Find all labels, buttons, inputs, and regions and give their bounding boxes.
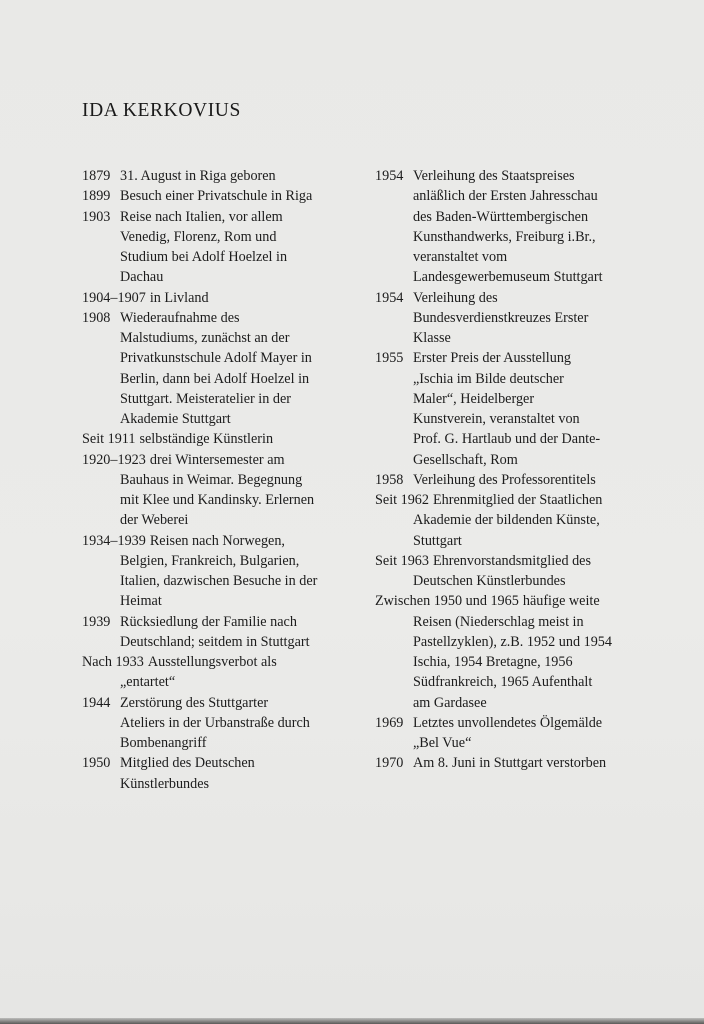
entry-text: Letztes unvollendetes Ölgemälde „Bel Vue“	[413, 714, 603, 751]
timeline-entry	[375, 166, 665, 288]
entry-text: Am 8. Juni in Stuttgart verstorben	[413, 755, 607, 772]
entry-year: 1958	[375, 471, 404, 488]
entry-year: 1899	[82, 188, 111, 205]
timeline-entry	[82, 308, 358, 430]
entry-year: 1969	[375, 714, 404, 731]
timeline-entry	[375, 713, 665, 754]
timeline-entry	[375, 348, 665, 470]
timeline-entry	[82, 753, 358, 794]
timeline-entry	[82, 288, 358, 308]
page-title: IDA KERKOVIUS	[82, 100, 241, 121]
entry-text: Besuch einer Privatschule in Riga	[120, 188, 313, 205]
entry-year: 1879	[82, 168, 111, 184]
entry-text: in Livland	[149, 289, 209, 306]
entry-text: häufige weite Reisen (Niederschlag meist in Pastellzyklen), z.B. 1952 und 1954 Ischia, 1954 Bretagne, 1956 Südfrankreich, 1965 Aufenthalt am Gardasee	[413, 593, 612, 711]
entry-year: 1904–1907	[82, 289, 146, 306]
entry-year: Zwischen 1950 und 1965	[375, 593, 519, 610]
entry-year: 1903	[82, 208, 111, 225]
entry-text: Verleihung des Staatspreises anläßlich der Ersten Jahresschau des Baden-Württembergischen Kunsthandwerks, Freiburg i.Br., veranstaltet vom Landesgewerbemuseum Stuttgart	[413, 168, 603, 286]
entry-text: selbständige Künstlerin	[139, 431, 274, 448]
entry-text: Zerstörung des Stuttgarter Ateliers in der Urbanstraße durch Bombenangriff	[120, 694, 310, 751]
entry-text: Reise nach Italien, vor allem Venedig, Florenz, Rom und Studium bei Adolf Hoelzel in Dachau	[120, 208, 288, 286]
entry-text: drei Wintersemester am Bauhaus in Weimar. Begegnung mit Klee und Kandinsky. Erlernen der Weberei	[120, 451, 315, 529]
timeline-entry	[375, 490, 665, 551]
entry-text: 31. August in Riga geboren	[120, 168, 276, 184]
entry-text: Verleihung des Bundesverdienstkreuzes Erster Klasse	[413, 289, 589, 346]
entry-year: Seit 1963	[375, 552, 429, 569]
entry-text: Verleihung des Professorentitels	[413, 471, 596, 488]
entry-year: 1934–1939	[82, 532, 146, 549]
timeline-left-column	[82, 166, 358, 794]
entry-year: Seit 1962	[375, 492, 429, 508]
timeline-entry	[375, 470, 665, 490]
entry-text: Mitglied des Deutschen Künstlerbundes	[120, 755, 255, 792]
timeline-entry	[82, 429, 358, 449]
timeline-entry	[375, 288, 665, 349]
entry-year: 1955	[375, 350, 404, 367]
entry-year: 1944	[82, 694, 111, 711]
timeline-entry	[82, 612, 358, 653]
entry-year: 1954	[375, 168, 404, 184]
timeline-entry	[82, 450, 358, 531]
timeline-entry	[82, 652, 358, 693]
entry-text: Wiederaufnahme des Malstudiums, zunächst an der Privatkunstschule Adolf Mayer in Berlin, dann bei Adolf Hoelzel in Stuttgart. Meisteratelier in der Akademie Stuttgart	[120, 309, 312, 427]
timeline-entry	[375, 753, 665, 773]
page-bottom-edge	[0, 1018, 704, 1024]
entry-year: 1939	[82, 613, 111, 630]
entry-year: Seit 1911	[82, 431, 136, 448]
entry-text: Erster Preis der Ausstellung „Ischia im Bilde deutscher Maler“, Heidelberger Kunstverein, veranstaltet von Prof. G. Hartlaub und der Dante- Gesellschaft, Rom	[413, 350, 601, 468]
timeline-entry	[82, 186, 358, 206]
entry-text: Reisen nach Norwegen, Belgien, Frankreich, Bulgarien, Italien, dazwischen Besuche in der Heimat	[120, 532, 318, 610]
entry-text: Ausstellungsverbot als „entartet“	[120, 654, 277, 691]
timeline-right-column	[375, 166, 665, 774]
entry-year: Nach 1933	[82, 654, 144, 670]
timeline-entry	[82, 693, 358, 754]
entry-text: Ehrenmitglied der Staatlichen Akademie der bildenden Künste, Stuttgart	[413, 492, 603, 549]
entry-year: 1950	[82, 755, 111, 772]
timeline-entry	[82, 166, 358, 186]
timeline-entry	[82, 531, 358, 612]
timeline-entry	[82, 207, 358, 288]
timeline-entry	[375, 551, 665, 592]
entry-text: Rücksiedlung der Familie nach Deutschland; seitdem in Stuttgart	[120, 613, 310, 650]
entry-year: 1954	[375, 289, 404, 306]
entry-text: Ehrenvorstandsmitglied des Deutschen Künstlerbundes	[413, 552, 592, 589]
entry-year: 1908	[82, 309, 111, 326]
entry-year: 1920–1923	[82, 451, 146, 468]
timeline-entry	[375, 591, 665, 713]
entry-year: 1970	[375, 755, 404, 772]
